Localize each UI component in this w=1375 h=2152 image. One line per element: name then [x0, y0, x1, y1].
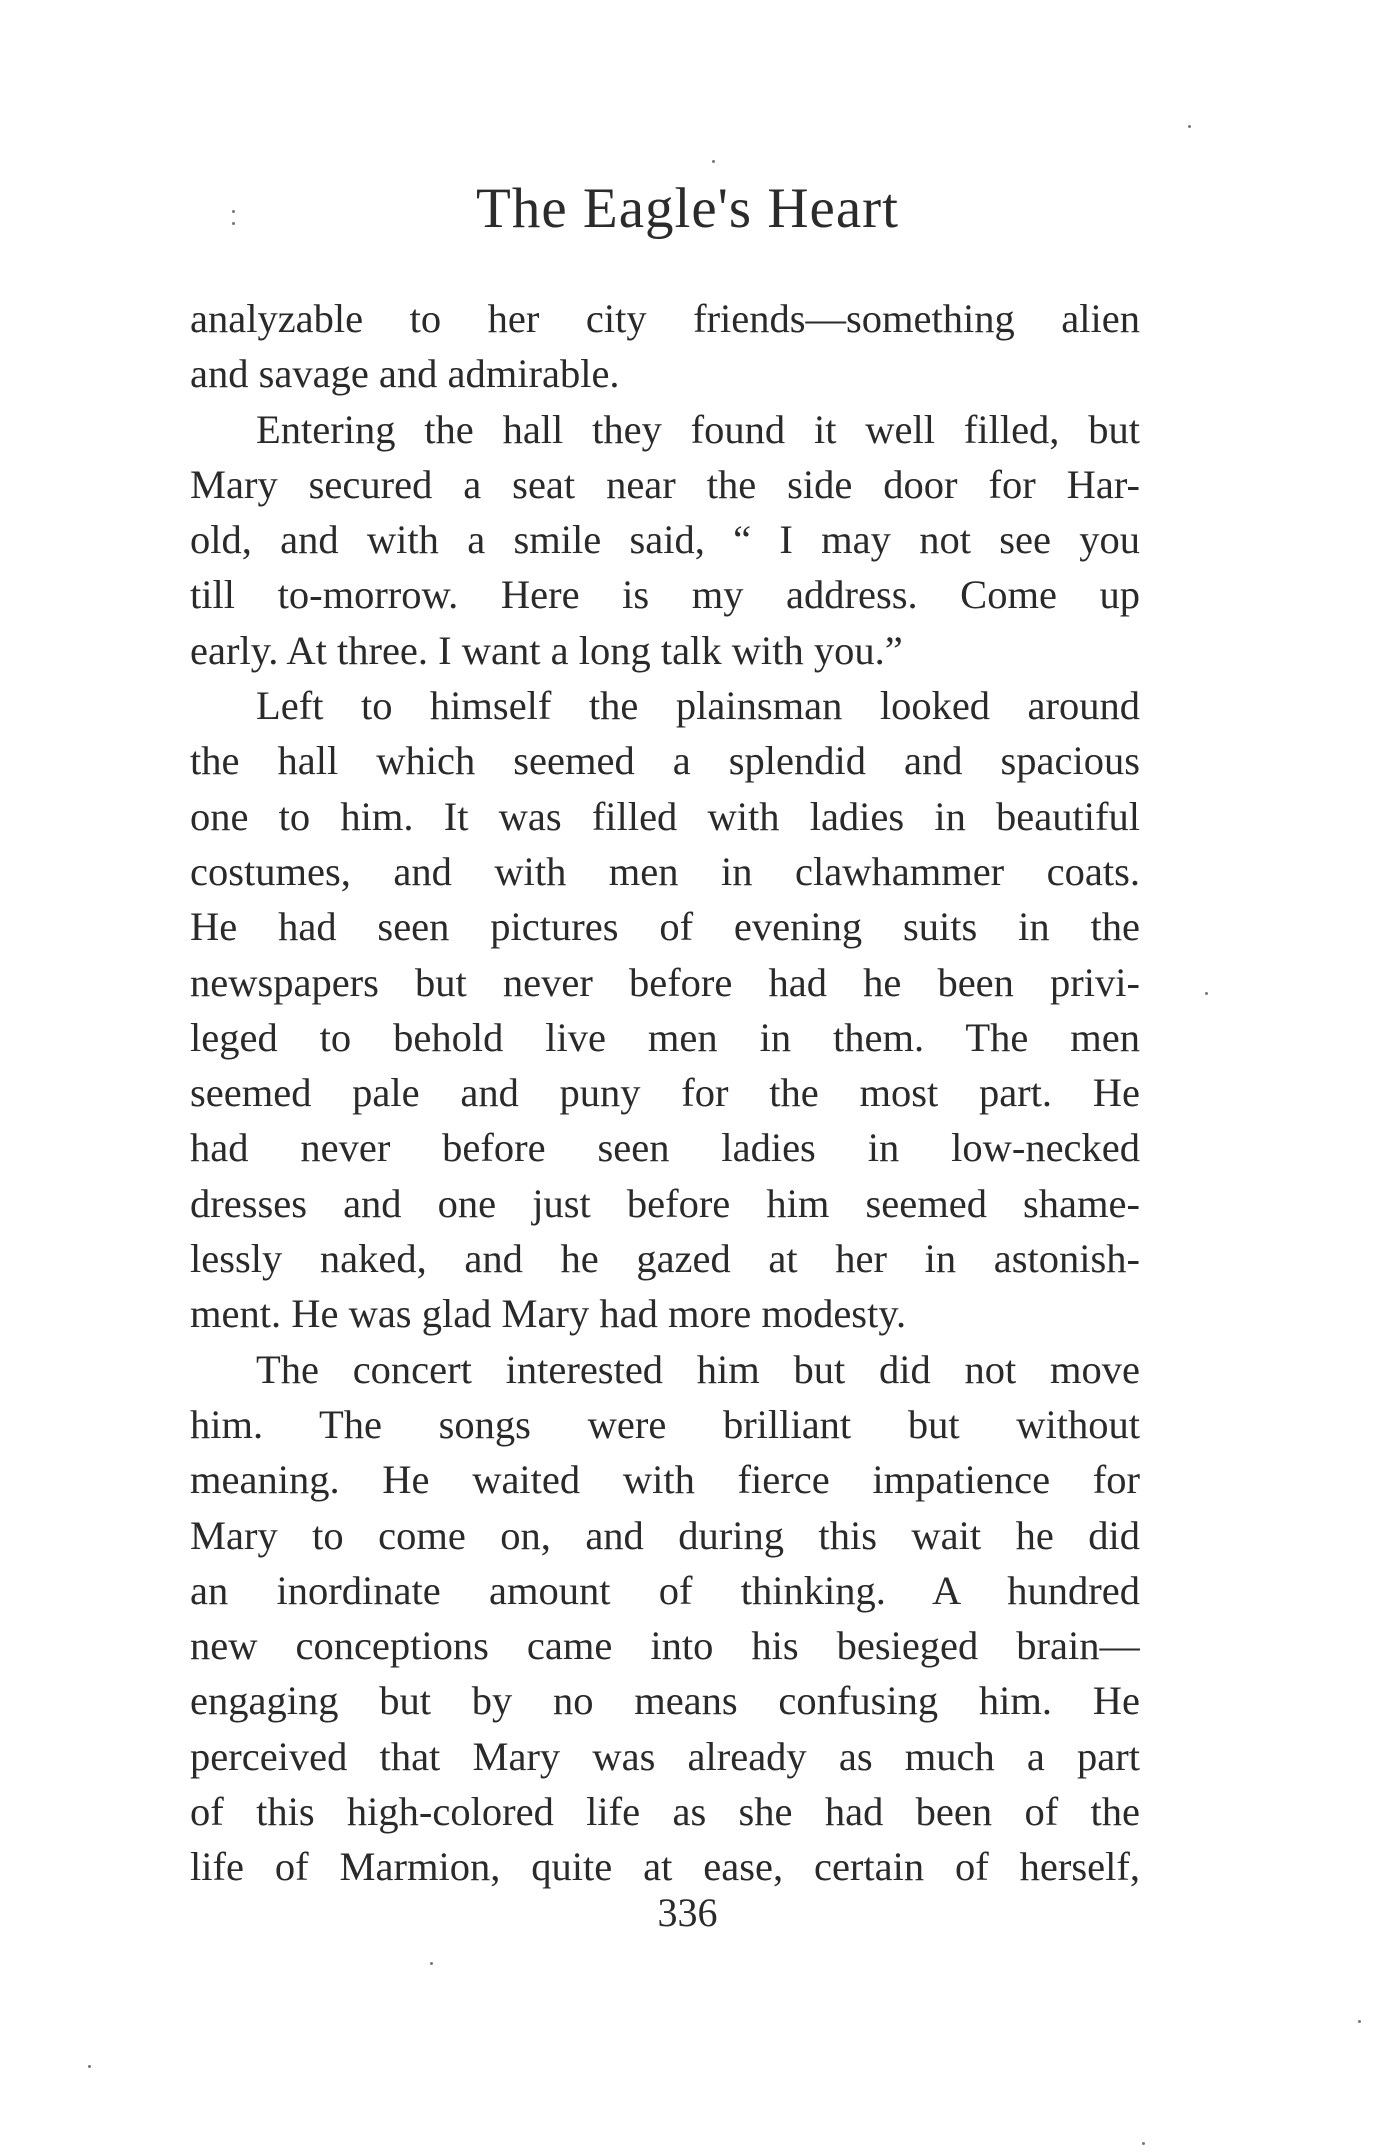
scan-speck	[712, 160, 715, 163]
text-line: seemed pale and puny for the most part. He	[190, 1070, 1140, 1116]
text-line: meaning. He waited with fierce impatience for	[190, 1457, 1140, 1503]
text-line: engaging but by no means confusing him. He	[190, 1678, 1140, 1724]
text-line: one to him. It was filled with ladies in beautiful	[190, 793, 1140, 839]
paragraph	[190, 678, 1140, 1342]
scan-speck	[1142, 2142, 1145, 2145]
text-line: till to-morrow. Here is my address. Come up	[190, 572, 1140, 618]
text-line: The concert interested him but did not move	[256, 1346, 1140, 1392]
paragraph	[190, 402, 1140, 678]
scan-speck	[1205, 992, 1208, 995]
text-line: Entering the hall they found it well filled, but	[256, 406, 1140, 452]
scan-speck	[88, 2065, 91, 2068]
text-line: life of Marmion, quite at ease, certain of herself,	[190, 1844, 1140, 1890]
text-line: leged to behold live men in them. The men	[190, 1014, 1140, 1060]
text-line: of this high-colored life as she had been of the	[190, 1789, 1140, 1835]
scan-speck	[430, 1962, 433, 1965]
text-line: the hall which seemed a splendid and spacious	[190, 738, 1140, 784]
paragraph	[190, 291, 1140, 402]
scan-speck	[232, 210, 235, 213]
text-line: Mary to come on, and during this wait he did	[190, 1512, 1140, 1558]
scan-speck	[1358, 2020, 1361, 2023]
text-line: ment. He was glad Mary had more modesty.	[190, 1291, 907, 1337]
text-line: him. The songs were brilliant but without	[190, 1401, 1140, 1447]
scan-speck	[1188, 125, 1191, 128]
text-line: old, and with a smile said, “ I may not see you	[190, 517, 1140, 563]
paragraph	[190, 1342, 1140, 1895]
text-line: perceived that Mary was already as much a part	[190, 1733, 1140, 1779]
text-line: lessly naked, and he gazed at her in astonish-	[190, 1236, 1140, 1282]
text-line: an inordinate amount of thinking. A hundred	[190, 1567, 1140, 1613]
text-line: newspapers but never before had he been privi-	[190, 959, 1140, 1005]
running-head: The Eagle's Heart	[476, 177, 899, 240]
text-line: Mary secured a seat near the side door for Har-	[190, 461, 1140, 507]
text-line: He had seen pictures of evening suits in the	[190, 904, 1140, 950]
text-line: early. At three. I want a long talk with you.”	[190, 627, 903, 673]
text-line: Left to himself the plainsman looked around	[256, 683, 1140, 729]
text-line: had never before seen ladies in low-necked	[190, 1125, 1140, 1171]
page-number: 336	[657, 1890, 718, 1935]
text-line: new conceptions came into his besieged brain—	[190, 1623, 1140, 1669]
text-line: dresses and one just before him seemed shame-	[190, 1180, 1140, 1226]
text-line: and savage and admirable.	[190, 351, 620, 397]
body-text	[190, 291, 1140, 1895]
text-line: analyzable to her city friends—something alien	[190, 296, 1140, 341]
scan-speck	[232, 222, 235, 225]
text-line: costumes, and with men in clawhammer coats.	[190, 848, 1140, 894]
